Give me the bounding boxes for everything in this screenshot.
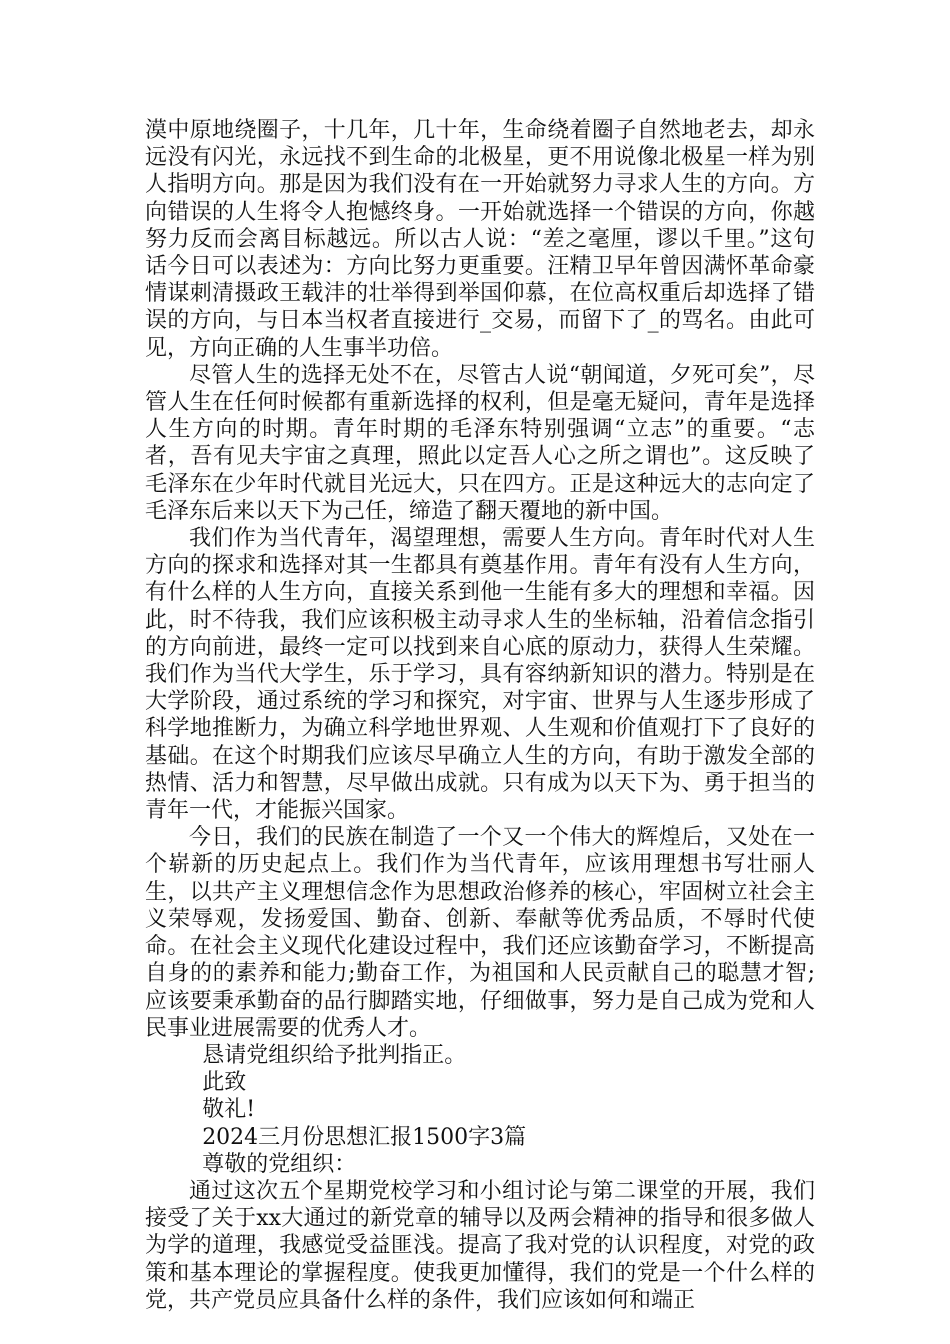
closing-zhici: 此致 xyxy=(202,1070,247,1096)
next-article-paragraph: 通过这次五个星期党校学习和小组讨论与第二课堂的开展，我们接受了关于xx大通过的新党章的辅导以及两会精神的指导和很多做人为学的道理，我感觉受益匪浅。提高了我对党的认识程度，对党的政策和基本理论的掌握程度。使我更加懂得，我们的党是一个什么样的党，共产党员应具备什么样的条件，我们应该如何和端正 xyxy=(145,1178,815,1313)
body-paragraph-4: 今日，我们的民族在制造了一个又一个伟大的辉煌后，又处在一个崭新的历史起点上。我们作为当代青年，应该用理想书写壮丽人生，以共产主义理想信念作为思想政治修养的核心，牢固树立社会主义荣辱观，发扬爱国、勤奋、创新、奉献等优秀品质，不辱时代使命。在社会主义现代化建设过程中，我们还应该勤奋学习，不断提高自身的的素养和能力;勤奋工作，为祖国和人民贡献自己的聪慧才智;应该要秉承勤奋的品行脚踏实地，仔细做事，努力是自己成为党和人民事业进展需要的优秀人才。 xyxy=(145,825,815,1041)
body-paragraph-1: 漠中原地绕圈子，十几年，几十年，生命绕着圈子自然地老去，却永远没有闪光，永远找不到生命的北极星，更不用说像北极星一样为别人指明方向。那是因为我们没有在一开始就努力寻求人生的方向。方向错误的人生将令人抱憾终身。一开始就选择一个错误的方向，你越努力反而会离目标越远。所以古人说：“差之毫厘，谬以千里。”这句话今日可以表述为：方向比努力更重要。汪精卫早年曾因满怀革命豪情谋刺清摄政王载沣的壮举得到举国仰慕，在位高权重后却选择了错误的方向，与日本当权者直接进行_交易，而留下了_的骂名。由此可见，方向正确的人生事半功倍。 xyxy=(145,118,815,361)
salutation: 尊敬的党组织： xyxy=(202,1151,357,1177)
next-article-title: 2024三月份思想汇报1500字3篇 xyxy=(202,1124,527,1150)
document-page xyxy=(145,117,815,1314)
body-paragraph-2: 尽管人生的选择无处不在，尽管古人说“朝闻道，夕死可矣”，尽管人生在任何时候都有重新选择的权利，但是毫无疑问，青年是选择人生方向的时期。青年时期的毛泽东特别强调“立志”的重要。“志者，吾有见夫宇宙之真理，照此以定吾人心之所之谓也”。这反映了毛泽东在少年时代就目光远大，只在四方。正是这种远大的志向定了毛泽东后来以天下为己任，缔造了翻天覆地的新中国。 xyxy=(145,362,815,524)
body-paragraph-3: 我们作为当代青年，渴望理想，需要人生方向。青年时代对人生方向的探求和选择对其一生都具有奠基作用。青年有没有人生方向，有什么样的人生方向，直接关系到他一生能有多大的理想和幸福。因此，时不待我，我们应该积极主动寻求人生的坐标轴，沿着信念指引的方向前进，最终一定可以找到来自心底的原动力，获得人生荣耀。我们作为当代大学生，乐于学习，具有容纳新知识的潜力。特别是在大学阶段，通过系统的学习和探究，对宇宙、世界与人生逐步形成了科学地推断力，为确立科学地世界观、人生观和价值观打下了良好的基础。在这个时期我们应该尽早确立人生的方向，有助于激发全部的热情、活力和智慧，尽早做出成就。只有成为以天下为、勇于担当的青年一代，才能振兴国家。 xyxy=(145,526,815,824)
closing-jingli: 敬礼! xyxy=(202,1097,256,1123)
closing-request: 恳请党组织给予批判指正。 xyxy=(202,1042,467,1068)
